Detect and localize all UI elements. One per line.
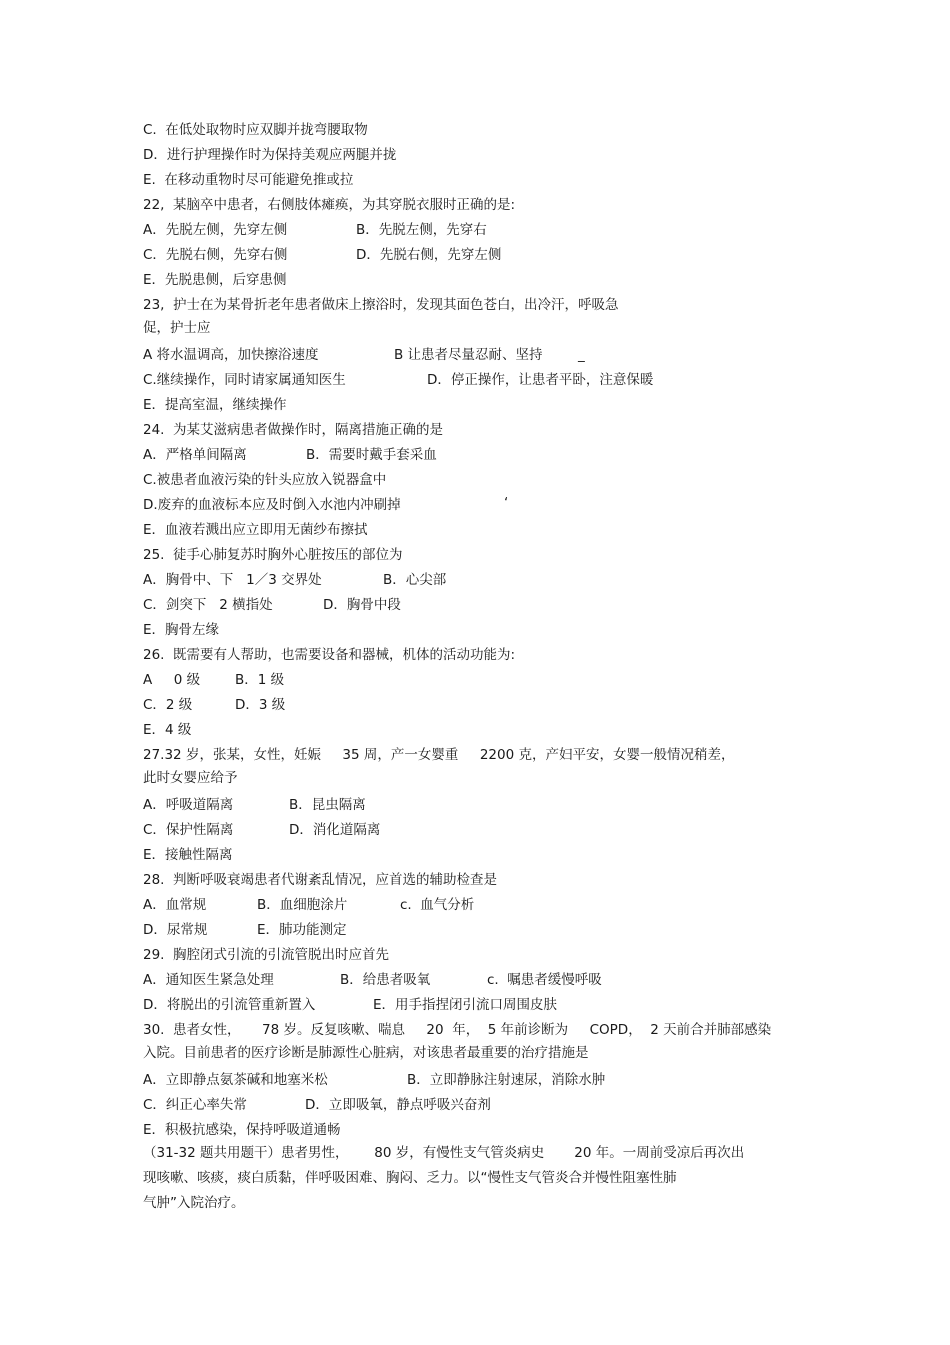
option-line: A．胸骨中、下 1／3 交界处 <box>143 572 322 588</box>
stray-mark: ‘ <box>504 495 509 511</box>
option-line: A．呼吸道隔离 <box>143 797 234 813</box>
option-line: A．严格单间隔离 <box>143 447 247 463</box>
option-line: E．肺功能测定 <box>257 922 347 938</box>
question-30-stem: 30. 患者女性， 78 岁。反复咳嗽、喘息 20 年， 5 年前诊断为 COPD， 2 天前合并肺部感染 <box>143 1022 772 1038</box>
option-line: D．停正操作，让患者平卧，注意保暖 <box>427 372 654 388</box>
option-line: A．立即静点氨茶碱和地塞米松 <box>143 1072 328 1088</box>
option-line: C．纠正心率失常 <box>143 1097 247 1113</box>
shared-stem-cont: 现咳嗽、咳痰，痰白质黏，伴呼吸困难、胸闷、乏力。以“慢性支气管炎合并慢性阻塞性肺 <box>143 1170 677 1186</box>
option-line: B．需要时戴手套采血 <box>306 447 437 463</box>
option-line: B．血细胞涂片 <box>257 897 348 913</box>
option-line: A 将水温调高，加快擦浴速度 <box>143 347 319 363</box>
option-line: B．立即静脉注射速尿，消除水肿 <box>407 1072 606 1088</box>
option-line: E．先脱患侧，后穿患侧 <box>143 272 287 288</box>
option-line: D．将脱出的引流管重新置入 <box>143 997 316 1013</box>
question-24-stem: 24. 为某艾滋病患者做操作时，隔离措施正确的是 <box>143 422 444 438</box>
question-27-stem-cont: 此时女婴应给予 <box>143 770 238 786</box>
option-line: A．血常规 <box>143 897 207 913</box>
option-line: E．用手指捏闭引流口周围皮肤 <box>373 997 558 1013</box>
option-line: E．积极抗感染，保持呼吸道通畅 <box>143 1122 341 1138</box>
option-line: B．先脱左侧，先穿右 <box>356 222 487 238</box>
stray-mark: _ <box>578 347 585 363</box>
option-line: E．接触性隔离 <box>143 847 233 863</box>
question-23-stem-cont: 促，护士应 <box>143 320 211 336</box>
shared-stem-cont: 气肿”入院治疗。 <box>143 1195 245 1211</box>
option-line: D．3 级 <box>235 697 286 713</box>
option-line: E．4 级 <box>143 722 192 738</box>
question-30-stem-cont: 入院。目前患者的医疗诊断是肺源性心脏病，对该患者最重要的治疗措施是 <box>143 1045 589 1061</box>
option-line: c. 血气分析 <box>400 897 475 913</box>
option-line: B．1 级 <box>235 672 285 688</box>
option-line: A．通知医生紧急处理 <box>143 972 274 988</box>
option-line: E．提高室温，继续操作 <box>143 397 287 413</box>
option-line: D．立即吸氧，静点呼吸兴奋剂 <box>305 1097 491 1113</box>
option-line: C.继续操作，同时请家属通知医生 <box>143 372 346 388</box>
option-line: D．进行护理操作时为保持美观应两腿并拢 <box>143 147 397 163</box>
option-line: c. 嘱患者缓慢呼吸 <box>487 972 602 988</box>
option-line: B．给患者吸氧 <box>340 972 431 988</box>
option-line: E．血液若溅出应立即用无菌纱布擦拭 <box>143 522 368 538</box>
option-line: C.被患者血液污染的针头应放入锐器盒中 <box>143 472 387 488</box>
option-line: D．胸骨中段 <box>323 597 401 613</box>
option-line: E．胸骨左缘 <box>143 622 220 638</box>
option-line: C．保护性隔离 <box>143 822 234 838</box>
option-line: D．消化道隔离 <box>289 822 381 838</box>
question-27-stem: 27.32 岁，张某，女性，妊娠 35 周，产一女婴重 2200 克，产妇平安，女婴一般情况稍差， <box>143 747 735 763</box>
question-29-stem: 29. 胸腔闭式引流的引流管脱出时应首先 <box>143 947 390 963</box>
question-22-stem: 22, 某脑卒中患者，右侧肢体瘫痪，为其穿脱衣服时正确的是: <box>143 197 516 213</box>
question-26-stem: 26. 既需要有人帮助，也需要设备和器械，机体的活动功能为: <box>143 647 516 663</box>
option-line: C．剑突下 2 横指处 <box>143 597 273 613</box>
option-line: E. 在移动重物时尽可能避免推或拉 <box>143 172 354 188</box>
option-line: A 0 级 <box>143 672 201 688</box>
question-28-stem: 28. 判断呼吸衰竭患者代谢紊乱情况，应首选的辅助检查是 <box>143 872 498 888</box>
option-line: B．心尖部 <box>383 572 447 588</box>
option-line: C．2 级 <box>143 697 193 713</box>
option-line: C．先脱右侧，先穿右侧 <box>143 247 288 263</box>
option-line: D．先脱右侧，先穿左侧 <box>356 247 502 263</box>
option-line: B．昆虫隔离 <box>289 797 366 813</box>
option-line: D.废弃的血液标本应及时倒入水池内冲刷掉 <box>143 497 401 513</box>
question-25-stem: 25. 徒手心肺复苏时胸外心脏按压的部位为 <box>143 547 403 563</box>
option-line: A．先脱左侧，先穿左侧 <box>143 222 288 238</box>
question-23-stem: 23, 护士在为某骨折老年患者做床上擦浴时，发现其面色苍白，出冷汗，呼吸急 <box>143 297 619 313</box>
shared-stem: （31-32 题共用题干）患者男性， 80 岁，有慢性支气管炎病史 20 年。一周前受凉后再次出 <box>143 1145 745 1161</box>
option-line: D．尿常规 <box>143 922 208 938</box>
option-line: C. 在低处取物时应双脚并拢弯腰取物 <box>143 122 368 138</box>
option-line: B 让患者尽量忍耐、坚持 <box>394 347 543 363</box>
